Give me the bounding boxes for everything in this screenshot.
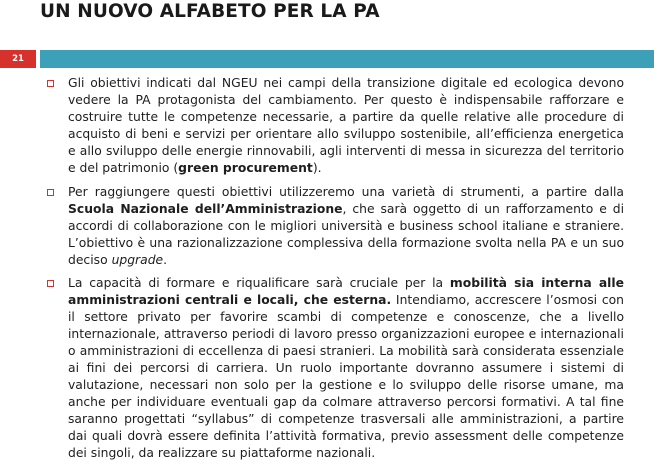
- bullet-item-1: [42, 75, 624, 177]
- bullet-text: [68, 75, 624, 177]
- square-bullet-icon: [47, 189, 54, 196]
- text-run: Gli obiettivi indicati dal NGEU nei campi della transizione digitale ed ecologica devono vedere la PA protagonista del cambiamento. Per questo è indispensabile rafforzare e costruire tutte le competenze necessarie, a partire da quelle relative alle procedure di acquisto di beni e servizi per orientare allo sviluppo sostenibile, all’efficienza energetica e allo sviluppo delle energie rinnovabili, agli interventi di messa in sicurezza del territorio e del patrimonio (: [68, 76, 624, 175]
- bullet-text: [68, 184, 624, 269]
- text-run: Intendiamo, accrescere l’osmosi con il settore privato per favorire scambi di competenze e conoscenze, che a livello internazionale, attraverso periodi di lavoro presso organizzazioni europee e internazionali o amministrazioni di eccellenza di paesi stranieri. La mobilità sarà considerata essenziale ai fini dei percorsi di carriera. Un ruolo importante dovranno assumere i sistemi di valutazione, necessari non solo per la gestione e lo sviluppo delle risorse umane, ma anche per individuare eventuali gap da colmare attraverso percorsi formativi. A tal fine saranno progettati “syllabus” di competenze trasversali alle amministrazioni, a partire dai quali dovrà essere definita l’attività formativa, previo assessment delle competenze dei singoli, da realizzare su piattaforme nazionali.: [68, 293, 624, 460]
- bullet-list: [42, 75, 624, 469]
- page-number-badge: [0, 50, 36, 68]
- text-run: ).: [312, 161, 322, 175]
- bold-text-run: Scuola Nazionale dell’Amministrazione: [68, 201, 343, 216]
- bullet-text: [68, 275, 624, 462]
- text-run: Per raggiungere questi obiettivi utilizzeremo una varietà di strumenti, a partire dalla: [68, 184, 624, 199]
- page-number: 21: [12, 54, 24, 64]
- square-bullet-icon: [47, 280, 54, 287]
- text-run: , che sarà oggetto di un rafforzamento e di accordi di collaborazione con le migliori università e business school italiane e straniere. L’obiettivo è una razionalizzazione complessiva della formazione svolta nella PA e un suo deciso: [68, 201, 625, 267]
- header-divider-bar: [40, 50, 654, 68]
- bullet-item-3: [42, 275, 624, 462]
- page-title: UN NUOVO ALFABETO PER LA PA: [40, 1, 380, 22]
- text-run: .: [163, 252, 168, 267]
- bold-text-run: mobilità sia interna alle amministrazioni centrali e locali, che esterna.: [68, 276, 625, 307]
- text-run: La capacità di formare e riqualificare sarà cruciale per la: [68, 276, 450, 290]
- square-bullet-icon: [47, 80, 54, 87]
- italic-text-run: upgrade: [111, 252, 164, 267]
- bold-text-run: green procurement: [178, 161, 313, 175]
- bullet-item-2: [42, 184, 624, 269]
